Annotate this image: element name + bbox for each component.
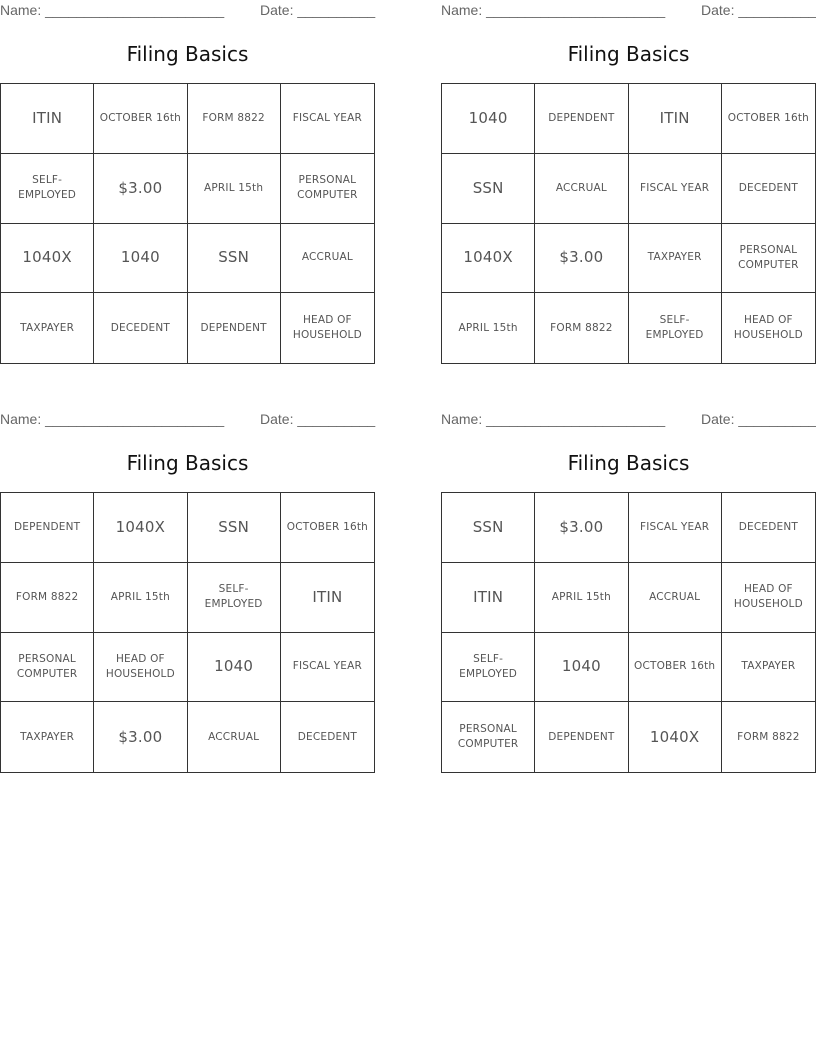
grid-cell: PERSONAL COMPUTER [722,224,815,294]
grid-cell: ACCRUAL [281,224,374,294]
date-line: Date: __________ [701,411,816,427]
bingo-card-1 [0,0,375,370]
name-line: Name: _______________________ [0,2,225,18]
grid-cell: APRIL 15th [94,563,187,633]
grid-cell: OCTOBER 16th [722,84,815,154]
grid-cell: HEAD OF HOUSEHOLD [733,314,803,342]
grid-cell: SSN [442,493,535,563]
grid-cell: SELF-EMPLOYED [442,633,535,703]
grid-cell: SSN [188,224,281,294]
grid-cell: DECEDENT [722,493,815,563]
grid-cell: APRIL 15th [442,293,535,363]
bingo-card-3 [0,409,375,779]
grid-cell: 1040 [442,84,535,154]
grid-cell: 1040X [94,493,187,563]
grid-cell: FISCAL YEAR [629,493,722,563]
grid-cell: ITIN [442,563,535,633]
grid-cell: 1040X [442,224,535,294]
grid-cell: DEPENDENT [535,84,628,154]
card-title: Filing Basics [126,451,249,475]
grid-cell: TAXPAYER [629,224,722,294]
grid-cell: APRIL 15th [535,563,628,633]
date-line: Date: __________ [260,411,376,427]
grid-cell: OCTOBER 16th [629,633,722,703]
grid-cell: ACCRUAL [188,702,281,772]
grid-cell: FORM 8822 [535,293,628,363]
card-title: Filing Basics [567,451,690,475]
grid-cell: FISCAL YEAR [629,154,722,224]
card-title: Filing Basics [567,42,690,66]
grid-cell: APRIL 15th [188,154,281,224]
grid-cell: HEAD OF HOUSEHOLD [292,314,362,342]
bingo-card-2 [441,0,816,370]
grid-cell: DECEDENT [297,730,358,743]
grid-cell: 1040X [1,224,94,294]
grid-cell: $3.00 [535,493,628,563]
grid-cell: FISCAL YEAR [281,633,374,703]
bingo-grid [441,492,816,773]
grid-cell: SSN [188,493,281,563]
grid-cell: ACCRUAL [629,563,722,633]
grid-cell: 1040 [94,224,187,294]
grid-cell: 1040 [188,633,281,703]
grid-cell: PERSONAL COMPUTER [1,633,94,703]
grid-cell: OCTOBER 16th [281,493,374,563]
grid-cell: ITIN [629,84,722,154]
card-title: Filing Basics [126,42,249,66]
bingo-grid [0,492,375,773]
grid-cell: $3.00 [94,702,187,772]
grid-cell: SELF-EMPLOYED [629,293,722,363]
grid-cell: DEPENDENT [535,702,628,772]
grid-cell: SELF-EMPLOYED [188,563,281,633]
grid-cell: $3.00 [535,224,628,294]
grid-cell: DECEDENT [722,154,815,224]
grid-cell: HEAD OF HOUSEHOLD [722,563,815,633]
grid-cell: SELF-EMPLOYED [1,154,94,224]
grid-cell: SSN [442,154,535,224]
grid-cell: ITIN [1,84,94,154]
grid-cell: TAXPAYER [722,633,815,703]
grid-cell: 1040X [629,702,722,772]
date-line: Date: __________ [260,2,376,18]
grid-cell: HEAD OF HOUSEHOLD [94,633,187,703]
grid-cell: DECEDENT [94,293,187,363]
grid-cell: ITIN [281,563,374,633]
grid-cell: ACCRUAL [535,154,628,224]
name-line: Name: _______________________ [441,2,666,18]
grid-cell: FISCAL YEAR [281,84,374,154]
grid-cell: TAXPAYER [1,293,94,363]
grid-cell: PERSONAL COMPUTER [442,702,535,772]
name-line: Name: _______________________ [0,411,225,427]
grid-cell: PERSONAL COMPUTER [281,154,374,224]
grid-cell: FORM 8822 [1,563,94,633]
grid-cell: FORM 8822 [737,730,800,743]
bingo-grid [0,83,375,364]
bingo-card-4 [441,409,816,779]
bingo-grid [441,83,816,364]
grid-cell: OCTOBER 16th [94,84,187,154]
date-line: Date: __________ [701,2,816,18]
grid-cell: DEPENDENT [188,293,281,363]
grid-cell: TAXPAYER [1,702,94,772]
grid-cell: DEPENDENT [1,493,94,563]
name-line: Name: _______________________ [441,411,666,427]
grid-cell: FORM 8822 [188,84,281,154]
grid-cell: $3.00 [94,154,187,224]
grid-cell: 1040 [535,633,628,703]
